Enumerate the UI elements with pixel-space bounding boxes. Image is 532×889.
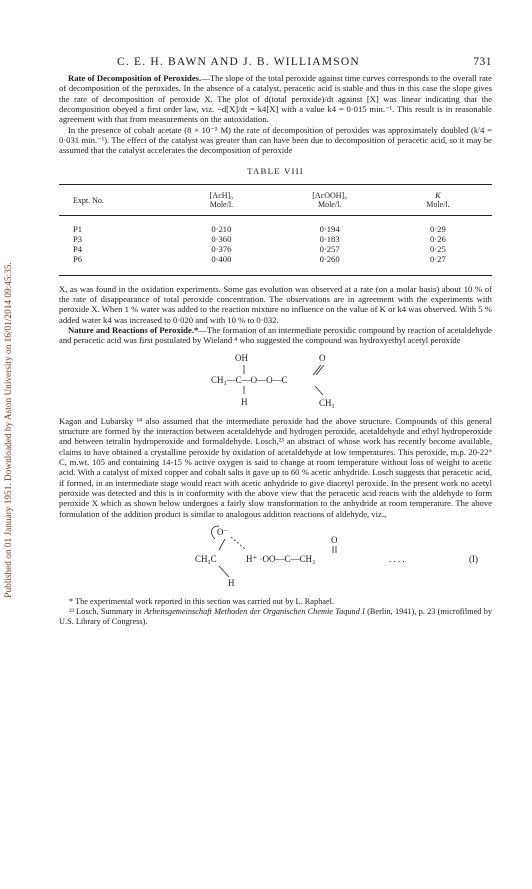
- table-caption: TABLE VIII: [247, 165, 304, 176]
- col-ach: [AcH]₀ Mole/l.: [209, 190, 234, 210]
- struct-o-minus: O⁻: [217, 527, 229, 538]
- paragraph-gas-evolution: X, as was found in the oxidation experiments. Some gas evolution was observed at a rate (on a molar basis) about 10 % of the rate of disappearance of total peroxide concentration. The observations are in agreement with the experiments with peroxide X. When 1 % water was added to the reaction mixture no influence on the value of K or k4 was observed. With 5 % added water k4 was increased to 0·020 and with 10 % to 0·032.: [59, 283, 492, 325]
- struct-rest: H⁺ ·OO—C—CH₃: [246, 554, 316, 565]
- struct-chain: CH₃—C—O—O—C: [211, 374, 288, 385]
- table-header-row: [59, 184, 492, 215]
- col-k: K Mole/l.: [426, 190, 450, 210]
- journal-page: [59, 56, 492, 627]
- data-table: [59, 184, 492, 276]
- section-heading-rate: Rate of Decomposition of Peroxides.: [68, 73, 202, 83]
- running-title: C. E. H. BAWN AND J. B. WILLIAMSON: [117, 56, 360, 68]
- table-row: P3 0·360 0·183 0·26: [73, 233, 446, 244]
- download-watermark: [2, 110, 16, 750]
- table-row: P4 0·376 0·257 0·25: [73, 244, 446, 255]
- paragraph-kagan-losch: Kagan and Lubarsky ¹⁴ also assumed that the intermediate peroxide had the above structure. Compounds of this general structure are formed by the interaction between acetaldehyde and hydrogen peroxide, acetaldehyde and ethyl hydroperoxide and between tetralin hydroperoxide and formaldehyde. Losch,²³ an abstract of whose work has recently become available, claims to have obtained a crystalline peroxide by oxidation of acetaldehyde at low temperatures. This peroxide, m.p. 20-22° C, m.wt. 105 and containing 14-15 % active oxygen is said to change at room temperature without loss of weight to acetic acid. With a catalyst of mixed copper and cobalt salts it gave up to 60 % acetic anhydride. Losch suggests that peracetic acid, if formed, in an intermediate stage would react with acetic anhydride to give diacetyl peroxide. In the present work no acetyl peroxide was detected and this is in conformity with the above view that the peracetic acid reacts with the aldehyde to form peroxide X which as shown below undergoes a fairly slow transformation to the anhydride at room temperature. The above formulation of the addition product is similar to analogous addition reactions of aldehyde, viz.,: [59, 415, 492, 519]
- paragraph-nature-reactions: [59, 325, 492, 346]
- section-heading-nature: Nature and Reactions of Peroxide.*: [68, 324, 199, 335]
- running-header: [59, 56, 492, 73]
- equation-number: (I): [469, 554, 478, 565]
- struct-oh: OH: [235, 352, 248, 363]
- paragraph-text: —The formation of an intermediate peroxidic compound by reaction of acetaldehyde and peracetic acid was first postulated by Wieland ⁴ who suggested the compound was hydroxyethyl acetyl peroxide: [59, 324, 492, 346]
- footnote-losch: ²³ Losch, Summary in Arbeitsgemeinschaft Methoden der Organischen Chemie Taqund I (Berlin, 1941), p. 23 (microfilmed by U.S. Library of Congress).: [59, 607, 492, 627]
- table-row: P6 0·400 0·260 0·27: [59, 254, 492, 275]
- paragraph-text: —The slope of the total peroxide against time curves corresponds to the overall rate of decomposition of the peroxides. In the absence of a catalyst, peracetic acid is stable and thus in this case the slope gives the rate of decomposition of peroxide X. The plot of d(total peroxide)/dt against [X] was linear indicating that the decomposition obeyed a first order law, viz. −d[X]/dt = k4[X] with a value k4 = 0·015 min.⁻¹. This result is in reasonable agreement with that from measurements on the autoxidation.: [59, 73, 493, 125]
- struct-ch3-right: CH₃: [319, 397, 335, 408]
- hydroxyethyl-acetyl-peroxide-structure: [59, 350, 492, 412]
- table-row: P1 0·210 0·194 0·29: [73, 223, 446, 234]
- struct-h: H: [241, 396, 248, 407]
- struct-ch3c: CH₃C: [195, 554, 217, 565]
- footnote-raphael: * The experimental work reported in this section was carried out by L. Raphael.: [69, 597, 335, 607]
- struct-o-top: O: [331, 535, 338, 546]
- col-acooh: [AcOOH]₀ Mole/l.: [312, 190, 348, 210]
- struct-h: H: [228, 578, 235, 589]
- addition-reaction-structure: [59, 523, 492, 593]
- paragraph-rate-decomposition: [59, 73, 492, 125]
- struct-dots: . . . .: [389, 554, 405, 565]
- paragraph-cobalt: In the presence of cobalt acetate (8 × 10⁻⁵ M) the rate of decomposition of peroxides was approximately doubled (k′4 = 0·031 min.⁻¹). The effect of the catalyst was greater than can have been due to decomposition of peracetic acid, so it may be assumed that the catalyst accelerates the decomposition of peroxide: [59, 124, 492, 156]
- watermark-text: Published on 01 January 1951. Downloaded by Aston University on 16/01/2014 09:45:35.: [4, 262, 14, 598]
- struct-o-top: O: [319, 352, 326, 363]
- page-number: 731: [473, 56, 492, 68]
- col-expt-no: Expt. No.: [73, 195, 104, 205]
